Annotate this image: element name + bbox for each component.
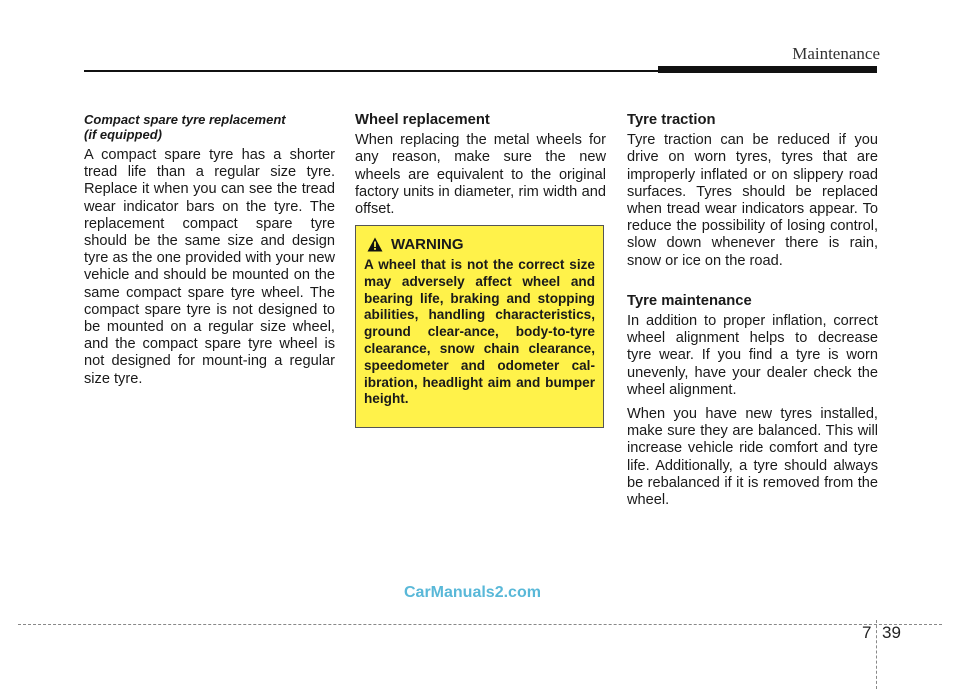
column-right xyxy=(627,108,878,516)
warning-triangle-icon xyxy=(367,237,383,252)
header-rule-thick xyxy=(658,66,877,73)
watermark-link[interactable]: CarManuals2.com xyxy=(404,584,541,601)
tyre-maintenance-paragraph-1: In addition to proper inflation, correct wheel alignment helps to decrease tyre wear. If you find a tyre is worn unevenly, have your dealer check the wheel alignment. xyxy=(627,313,878,398)
warning-text: A wheel that is not the correct size may adversely affect wheel and bearing life, braking and stopping abilities, handling characteristics, ground clear-ance, body-to-tyre clearance, snow chain clearance, speedometer and odometer cal-ibration, headlight aim and bumper height. xyxy=(364,257,595,407)
subheading xyxy=(84,112,335,142)
page-number-divider xyxy=(876,620,877,689)
header-rule xyxy=(84,70,660,72)
column-left xyxy=(84,108,335,395)
wheel-replacement-paragraph: When replacing the metal wheels for any reason, make sure the new wheels are equivalent to the original factory units in diameter, rim width and offset. xyxy=(355,132,606,218)
page-number: 39 xyxy=(882,623,901,642)
warning-box xyxy=(355,225,604,428)
compact-spare-paragraph: A compact spare tyre has a shorter tread life than a regular size tyre. Replace it when you can see the tread wear indicator bars on the tyre. The replacement compact spare tyre should be the same size and design tyre as the one provided with your new vehicle and should be mounted on the same compact spare tyre wheel. The compact spare tyre is not designed to be mounted on a regular size wheel, and the compact spare tyre wheel is not designed for mount-ing a regular size tyre. xyxy=(84,147,335,387)
section-title: Maintenance xyxy=(792,44,880,63)
warning-title-row xyxy=(364,236,595,253)
chapter-number: 7 xyxy=(862,623,872,642)
tyre-traction-heading: Tyre traction xyxy=(627,112,716,128)
subheading-line-2: (if equipped) xyxy=(84,127,162,142)
tyre-maintenance-heading: Tyre maintenance xyxy=(627,292,752,309)
subheading-line-1: Compact spare tyre replacement xyxy=(84,112,286,127)
warning-title: WARNING xyxy=(391,236,464,253)
footer-rule xyxy=(18,624,942,625)
tyre-maintenance-paragraph-2: When you have new tyres installed, make sure they are balanced. This will increase vehicle ride comfort and tyre life. Additionally, a tyre should always be rebalanced if it is removed from the wheel. xyxy=(627,406,878,509)
column-middle xyxy=(355,108,606,225)
wheel-replacement-heading: Wheel replacement xyxy=(355,112,490,128)
tyre-traction-paragraph: Tyre traction can be reduced if you drive on worn tyres, tyres that are improperly inflated or on slippery road surfaces. Tyres should be replaced when tread wear indicators appear. To reduce the possibility of losing control, slow down whenever there is rain, snow or ice on the road. xyxy=(627,132,878,269)
